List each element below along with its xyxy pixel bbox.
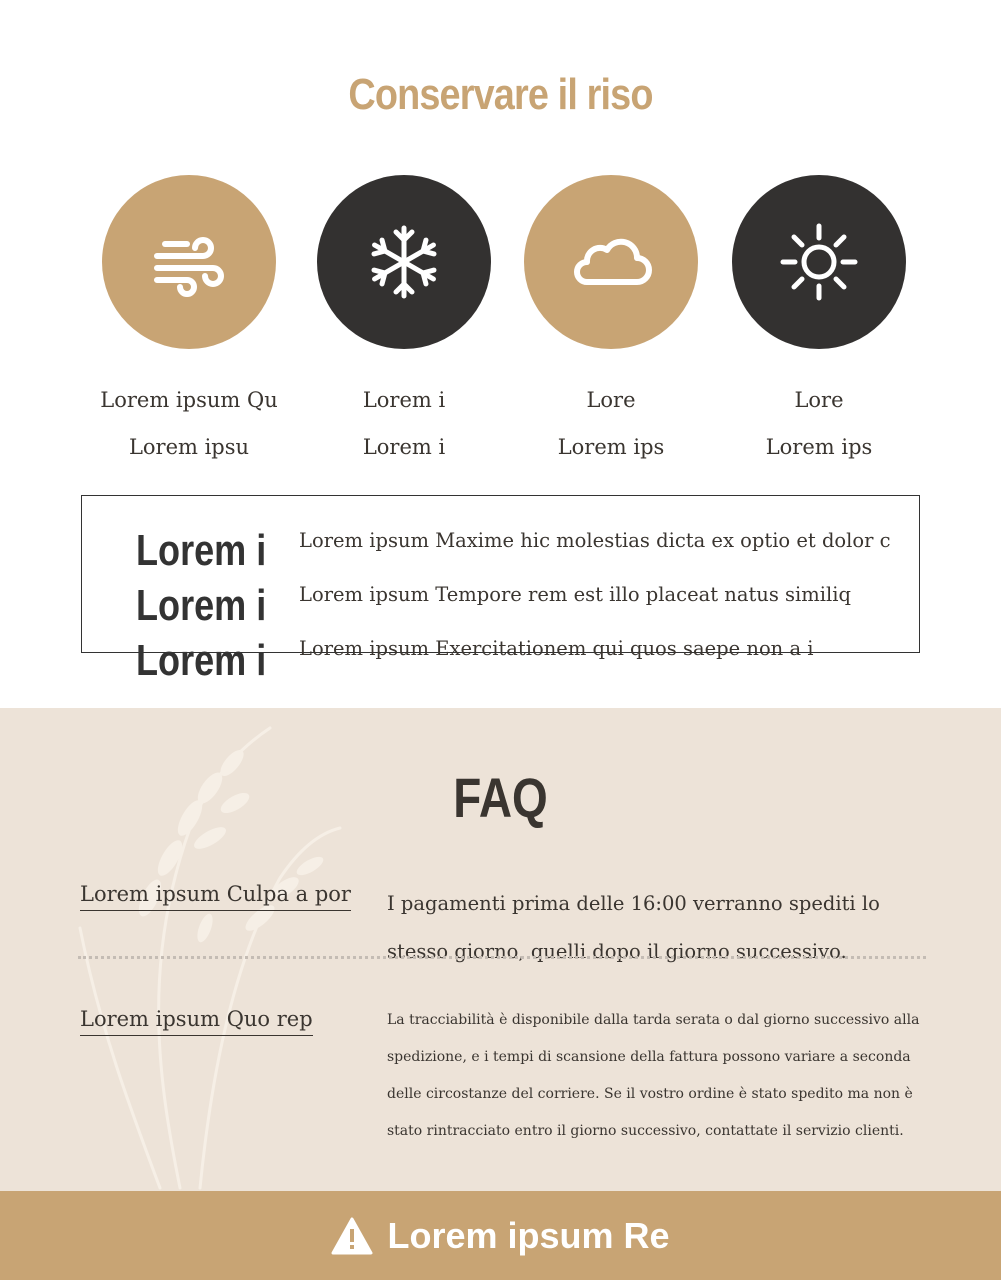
info-heading: Lorem i	[136, 581, 267, 630]
faq-question-link[interactable]: Lorem ipsum Culpa a por	[80, 882, 351, 911]
storage-cloud-circle	[524, 175, 698, 349]
wind-icon	[147, 220, 231, 304]
sun-icon	[777, 220, 861, 304]
caption-line2: Lorem ips	[765, 435, 873, 459]
footer-banner[interactable]	[0, 1191, 1001, 1280]
info-heading: Lorem i	[136, 636, 267, 685]
footer-label: Lorem ipsum Re	[387, 1214, 670, 1256]
info-heading: Lorem i	[136, 526, 267, 575]
info-text: Lorem ipsum Maxime hic molestias dicta ex optio et dolor c	[299, 529, 891, 552]
caption-line1: Lorem i	[362, 388, 446, 412]
caption-line2: Lorem ipsu	[128, 435, 250, 459]
info-text: Lorem ipsum Exercitationem qui quos saepe non a i	[299, 637, 814, 660]
caption-line2: Lorem ips	[557, 435, 665, 459]
storage-snowflake-circle	[317, 175, 491, 349]
cloud-icon	[569, 220, 653, 304]
snowflake-icon	[362, 220, 446, 304]
caption-line1: Lore	[794, 388, 844, 412]
faq-divider	[78, 956, 926, 959]
warning-icon	[331, 1217, 373, 1255]
caption-line2: Lorem i	[362, 435, 446, 459]
storage-sun-circle	[732, 175, 906, 349]
faq-question-link[interactable]: Lorem ipsum Quo rep	[80, 1007, 313, 1036]
faq-title: FAQ	[453, 766, 548, 829]
page-title: Conservare il riso	[348, 70, 653, 119]
faq-answer: La tracciabilità è disponibile dalla tarda serata o dal giorno successivo alla spedizione, e i tempi di scansione della fattura possono variare a seconda delle circostanze del corriere. Se il vostro ordine è stato spedito ma non è stato rintracciato entro il giorno successivo, contattate il servizio clienti.	[387, 1012, 920, 1139]
info-text: Lorem ipsum Tempore rem est illo placeat natus similiq	[299, 583, 851, 606]
caption-line1: Lore	[586, 388, 636, 412]
faq-answer: I pagamenti prima delle 16:00 verranno spediti lo stesso giorno, quelli dopo il giorno successivo.	[387, 892, 880, 963]
caption-line1: Lorem ipsum Qu	[100, 388, 278, 412]
storage-wind-circle	[102, 175, 276, 349]
